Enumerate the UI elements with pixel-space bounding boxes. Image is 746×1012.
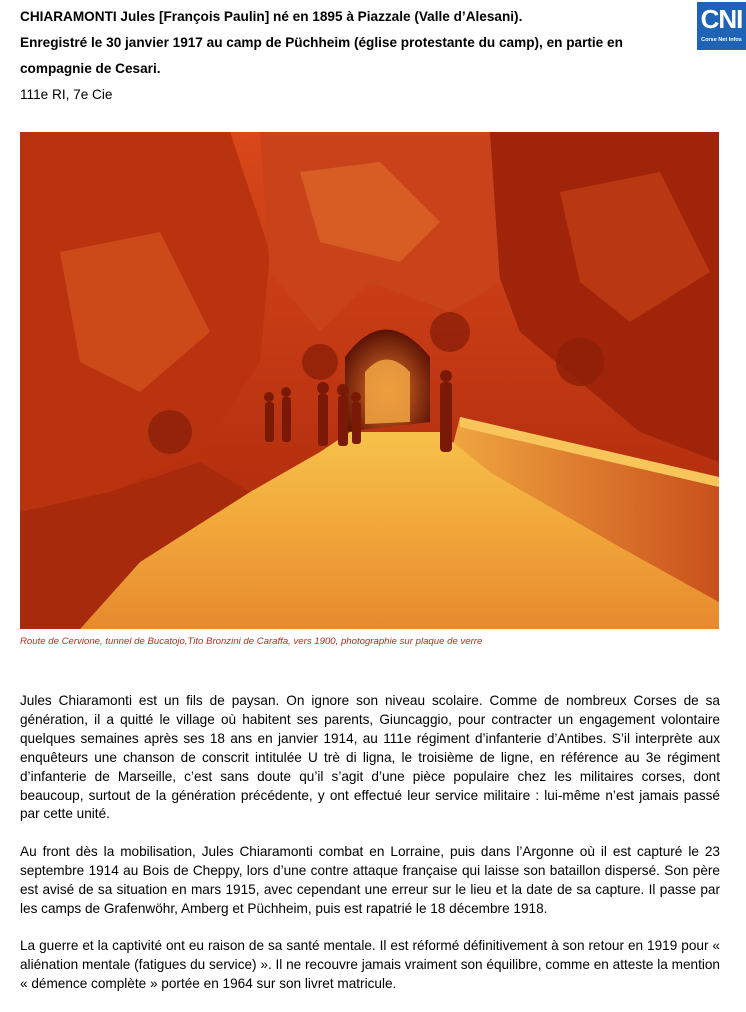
historic-photograph (20, 132, 719, 629)
paragraph: La guerre et la captivité ont eu raison de sa santé mentale. Il est réformé définitivement à son retour en 1919 pour « aliénation mentale (fatigues du service) ». Il ne recouvre jamais vraiment son équilibre, comme en atteste la mention « démence complète » portée en 1964 sur son livret matricule. (20, 938, 720, 991)
registration-line-continued: compagnie de Cesari. (20, 61, 161, 76)
logo-sub-text: Corse Net Infos (701, 37, 742, 43)
paragraph: Jules Chiaramonti est un fils de paysan. On ignore son niveau scolaire. Comme de nombreux Corses de sa génération, il a quitté le village où habitent ses parents, Giuncaggio, pour contracter un engagement volontaire quelques semaines après ses 18 ans en janvier 1914, au 111e régiment d’infanterie d’Antibes. S’il interprète aux enquêteurs une chanson de conscrit intitulée U trè di ligna, le troisième de ligne, en référence au 3e régiment d’infanterie de Marseille, c’est sans doute qu’il s’agit d’une pièce populaire chez les militaires corses, dont beaucoup, surtout de la génération précédente, y ont effectué leur service militaire : lui-même n’est jamais passé par cette unité. (20, 693, 720, 822)
article-body (20, 692, 720, 1012)
photo-caption: Route de Cervione, tunnel de Bucatojo,Tito Bronzini de Caraffa, vers 1900, photographie sur plaque de verre (20, 636, 483, 647)
title-line: CHIARAMONTI Jules [François Paulin] né en 1895 à Piazzale (Valle d’Alesani). (20, 9, 523, 24)
cni-logo (697, 2, 746, 50)
tunnel-light (365, 360, 410, 425)
registration-line: Enregistré le 30 janvier 1917 au camp de Püchheim (église protestante du camp), en partie en (20, 35, 623, 50)
logo-main-text: CNI (700, 4, 743, 34)
paragraph: Au front dès la mobilisation, Jules Chiaramonti combat en Lorraine, puis dans l’Argonne où il est capturé le 23 septembre 1914 au Bois de Cheppy, lors d’une contre attaque française qui laisse son bataillon dispersé. Son père est avisé de sa situation en mars 1915, avec cependant une erreur sur le lieu et la date de sa capture. Il passe par les camps de Grafenwöhr, Amberg et Püchheim, puis est rapatrié le 18 décembre 1918. (20, 843, 720, 916)
regiment-unit: 111e RI, 7e Cie (20, 87, 113, 102)
document-header (20, 4, 680, 108)
photo-illustration (20, 132, 719, 629)
